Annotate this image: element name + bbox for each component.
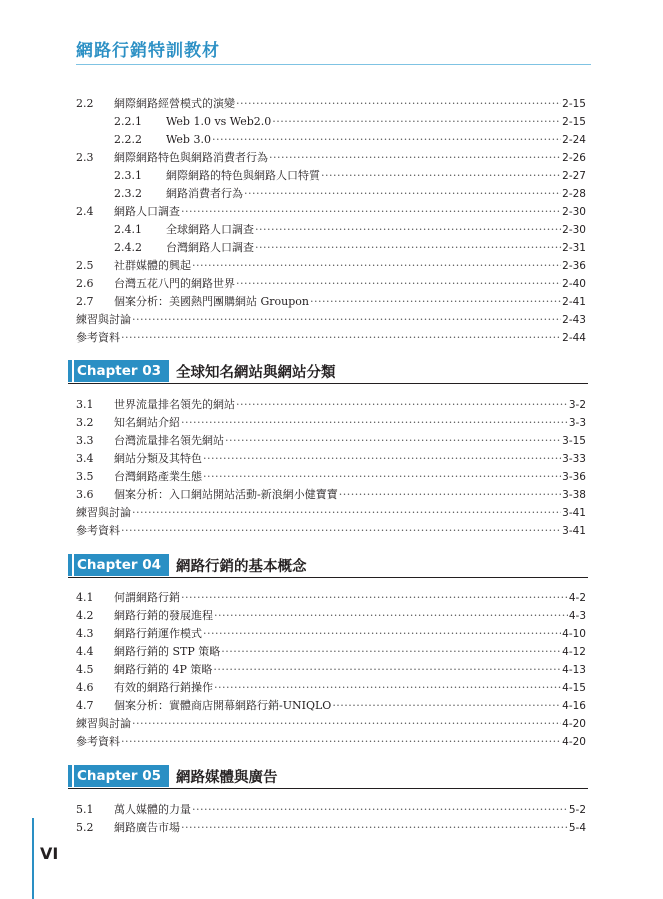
toc-entry[interactable] [76, 800, 586, 816]
toc-title: 社群媒體的興起 [114, 259, 191, 272]
toc-page: 5-2 [568, 804, 586, 816]
header-rule [76, 64, 591, 65]
toc-title: 網路行銷的 STP 策略 [114, 645, 221, 658]
toc-number: 4.3 [76, 627, 94, 640]
toc-number: 2.4.2 [114, 241, 142, 254]
toc-number: 2.3.1 [114, 169, 142, 182]
toc-entry[interactable] [76, 714, 586, 730]
toc-page: 3-38 [562, 489, 586, 501]
toc-title: 網路行銷運作模式 [114, 627, 202, 640]
toc-entry[interactable] [76, 588, 586, 604]
toc-title: Web 1.0 vs Web2.0 [166, 115, 272, 128]
toc-page: 2-15 [562, 98, 586, 110]
toc-number: 2.6 [76, 277, 94, 290]
chapter-rule [68, 788, 588, 789]
toc-number: 4.7 [76, 699, 94, 712]
leader-dots [203, 449, 561, 462]
toc-title: Web 3.0 [166, 133, 211, 146]
toc-entry[interactable] [76, 274, 586, 290]
toc-page: 4-13 [562, 664, 586, 676]
toc-number: 4.6 [76, 681, 94, 694]
leader-dots [212, 130, 561, 143]
toc-number: 3.2 [76, 416, 94, 429]
leader-dots [236, 395, 568, 408]
toc-page: 3-41 [562, 525, 586, 537]
toc-number: 4.1 [76, 591, 94, 604]
leader-dots [203, 624, 561, 637]
toc-number: 3.5 [76, 470, 94, 483]
leader-dots [272, 112, 561, 125]
chapter-label: Chapter 05 [74, 765, 169, 787]
toc-entry[interactable] [76, 503, 586, 519]
toc-entry[interactable] [76, 732, 586, 748]
leader-dots [181, 413, 568, 426]
leader-dots [132, 714, 561, 727]
toc-title: 網路行銷的發展進程 [114, 609, 213, 622]
toc-page: 3-33 [562, 453, 586, 465]
leader-dots [213, 660, 561, 673]
page-header-title: 網路行銷特訓教材 [76, 41, 220, 61]
leader-dots [339, 485, 561, 498]
toc-number: 2.3.2 [114, 187, 142, 200]
leader-dots [121, 732, 561, 745]
toc-number: 4.2 [76, 609, 94, 622]
leader-dots [225, 431, 561, 444]
toc-page: 2-31 [562, 242, 586, 254]
toc-entry[interactable] [76, 642, 586, 658]
toc-title: 全球網路人口調查 [166, 223, 254, 236]
toc-number: 2.7 [76, 295, 94, 308]
chapter-rule [68, 383, 588, 384]
toc-page: 2-44 [562, 332, 586, 344]
toc-page: 5-4 [568, 822, 586, 834]
toc-page: 3-15 [562, 435, 586, 447]
leader-dots [181, 818, 568, 831]
toc-title: 台灣五花八門的網路世界 [114, 277, 235, 290]
toc-title: 知名網站介紹 [114, 416, 180, 429]
toc-title: 個案分析：實體商店開幕網路行銷-UNIQLO [114, 699, 332, 712]
toc-title: 個案分析：入口網站開站活動-新浪網小健寶寶 [114, 488, 338, 501]
toc-page: 3-2 [568, 399, 586, 411]
leader-dots [181, 588, 568, 601]
toc-number: 2.3 [76, 151, 94, 164]
toc-entry[interactable] [76, 310, 586, 326]
toc-number: 2.5 [76, 259, 94, 272]
toc-number: 2.4 [76, 205, 94, 218]
toc-entry[interactable] [76, 130, 586, 146]
toc-entry[interactable] [76, 256, 586, 272]
toc-title: 網站分類及其特色 [114, 452, 202, 465]
toc-page: 4-20 [562, 736, 586, 748]
toc-entry[interactable] [76, 431, 586, 447]
toc-page: 2-27 [562, 170, 586, 182]
chapter-heading[interactable] [68, 765, 588, 787]
toc-title: 世界流量排名領先的網站 [114, 398, 235, 411]
toc-number: 3.3 [76, 434, 94, 447]
leader-dots [132, 310, 561, 323]
toc-page: 2-36 [562, 260, 586, 272]
chapter-label: Chapter 03 [74, 360, 169, 382]
leader-dots [214, 606, 568, 619]
toc-page: 2-30 [562, 206, 586, 218]
toc-entry[interactable] [76, 395, 586, 411]
leader-dots [132, 503, 561, 516]
toc-title: 練習與討論 [76, 506, 131, 519]
toc-page: 2-24 [562, 134, 586, 146]
leader-dots [121, 328, 561, 341]
toc-entry[interactable] [76, 624, 586, 640]
toc-page: 3-36 [562, 471, 586, 483]
leader-dots [269, 148, 561, 161]
toc-number: 2.2.2 [114, 133, 142, 146]
toc-page: 4-2 [568, 592, 586, 604]
page-edge-bar [32, 818, 34, 899]
toc-title: 參考資料 [76, 331, 120, 344]
toc-page: 2-43 [562, 314, 586, 326]
toc-entry[interactable] [76, 112, 586, 128]
leader-dots [236, 274, 561, 287]
toc-page: 4-12 [562, 646, 586, 658]
chapter-marker [68, 765, 72, 787]
toc-page: 2-30 [562, 224, 586, 236]
page-number: VI [40, 844, 59, 863]
toc-title: 有效的網路行銷操作 [114, 681, 213, 694]
toc-number: 2.4.1 [114, 223, 142, 236]
toc-page: 3-41 [562, 507, 586, 519]
toc-title: 網路消費者行為 [166, 187, 243, 200]
leader-dots [192, 256, 561, 269]
toc-page: 4-15 [562, 682, 586, 694]
leader-dots [181, 202, 561, 215]
chapter-title: 全球知名網站與網站分類 [176, 365, 336, 381]
leader-dots [255, 220, 561, 233]
chapter-heading[interactable] [68, 554, 588, 576]
toc-entry[interactable] [76, 148, 586, 164]
chapter-label: Chapter 04 [74, 554, 169, 576]
toc-title: 參考資料 [76, 524, 120, 537]
toc-number: 4.4 [76, 645, 94, 658]
toc-number: 3.4 [76, 452, 94, 465]
toc-title: 網路廣告市場 [114, 821, 180, 834]
toc-title: 網路行銷的 4P 策略 [114, 663, 213, 676]
toc-page: 4-16 [562, 700, 586, 712]
toc-title: 台灣網路產業生態 [114, 470, 202, 483]
toc-title: 網路人口調查 [114, 205, 180, 218]
toc-page: 2-41 [562, 296, 586, 308]
toc-page: 2-40 [562, 278, 586, 290]
toc-entry[interactable] [76, 485, 586, 501]
toc-page: 2-15 [562, 116, 586, 128]
toc-page: 4-10 [562, 628, 586, 640]
chapter-marker [68, 554, 72, 576]
toc-page: 4-3 [568, 610, 586, 622]
leader-dots [192, 800, 568, 813]
leader-dots [203, 467, 561, 480]
toc-number: 3.1 [76, 398, 94, 411]
toc-entry[interactable] [76, 678, 586, 694]
toc-entry[interactable] [76, 220, 586, 236]
toc-title: 何謂網路行銷 [114, 591, 180, 604]
toc-title: 練習與討論 [76, 717, 131, 730]
toc-number: 2.2.1 [114, 115, 142, 128]
toc-title: 台灣網路人口調查 [166, 241, 254, 254]
chapter-title: 網路行銷的基本概念 [176, 559, 307, 575]
chapter-marker [68, 360, 72, 382]
chapter-title: 網路媒體與廣告 [176, 770, 278, 786]
toc-title: 個案分析：美國熱門團購網站 Groupon [114, 295, 309, 308]
toc-entry[interactable] [76, 660, 586, 676]
toc-entry[interactable] [76, 238, 586, 254]
toc-entry[interactable] [76, 696, 586, 712]
toc-title: 網際網路的特色與網路人口特質 [166, 169, 320, 182]
leader-dots [310, 292, 561, 305]
leader-dots [332, 696, 561, 709]
toc-title: 台灣流量排名領先網站 [114, 434, 224, 447]
toc-entry[interactable] [76, 449, 586, 465]
leader-dots [214, 678, 561, 691]
toc-number: 3.6 [76, 488, 94, 501]
toc-entry[interactable] [76, 202, 586, 218]
toc-entry[interactable] [76, 94, 586, 110]
leader-dots [244, 184, 561, 197]
toc-number: 5.2 [76, 821, 94, 834]
toc-title: 參考資料 [76, 735, 120, 748]
toc-entry[interactable] [76, 184, 586, 200]
toc-title: 網際網路特色與網路消費者行為 [114, 151, 268, 164]
toc-page: 2-26 [562, 152, 586, 164]
leader-dots [221, 642, 561, 655]
toc-entry[interactable] [76, 413, 586, 429]
chapter-heading[interactable] [68, 360, 588, 382]
toc-entry[interactable] [76, 292, 586, 308]
leader-dots [236, 94, 561, 107]
toc-entry[interactable] [76, 328, 586, 344]
toc-page: 4-20 [562, 718, 586, 730]
leader-dots [321, 166, 561, 179]
toc-entry[interactable] [76, 521, 586, 537]
toc-title: 萬人媒體的力量 [114, 803, 191, 816]
chapter-rule [68, 577, 588, 578]
toc-number: 4.5 [76, 663, 94, 676]
toc-number: 5.1 [76, 803, 94, 816]
toc-page: 2-28 [562, 188, 586, 200]
leader-dots [255, 238, 561, 251]
leader-dots [121, 521, 561, 534]
toc-entry[interactable] [76, 467, 586, 483]
toc-entry[interactable] [76, 818, 586, 834]
toc-page: 3-3 [568, 417, 586, 429]
toc-entry[interactable] [76, 166, 586, 182]
toc-entry[interactable] [76, 606, 586, 622]
toc-title: 網際網路經營模式的演變 [114, 97, 235, 110]
toc-number: 2.2 [76, 97, 94, 110]
toc-title: 練習與討論 [76, 313, 131, 326]
